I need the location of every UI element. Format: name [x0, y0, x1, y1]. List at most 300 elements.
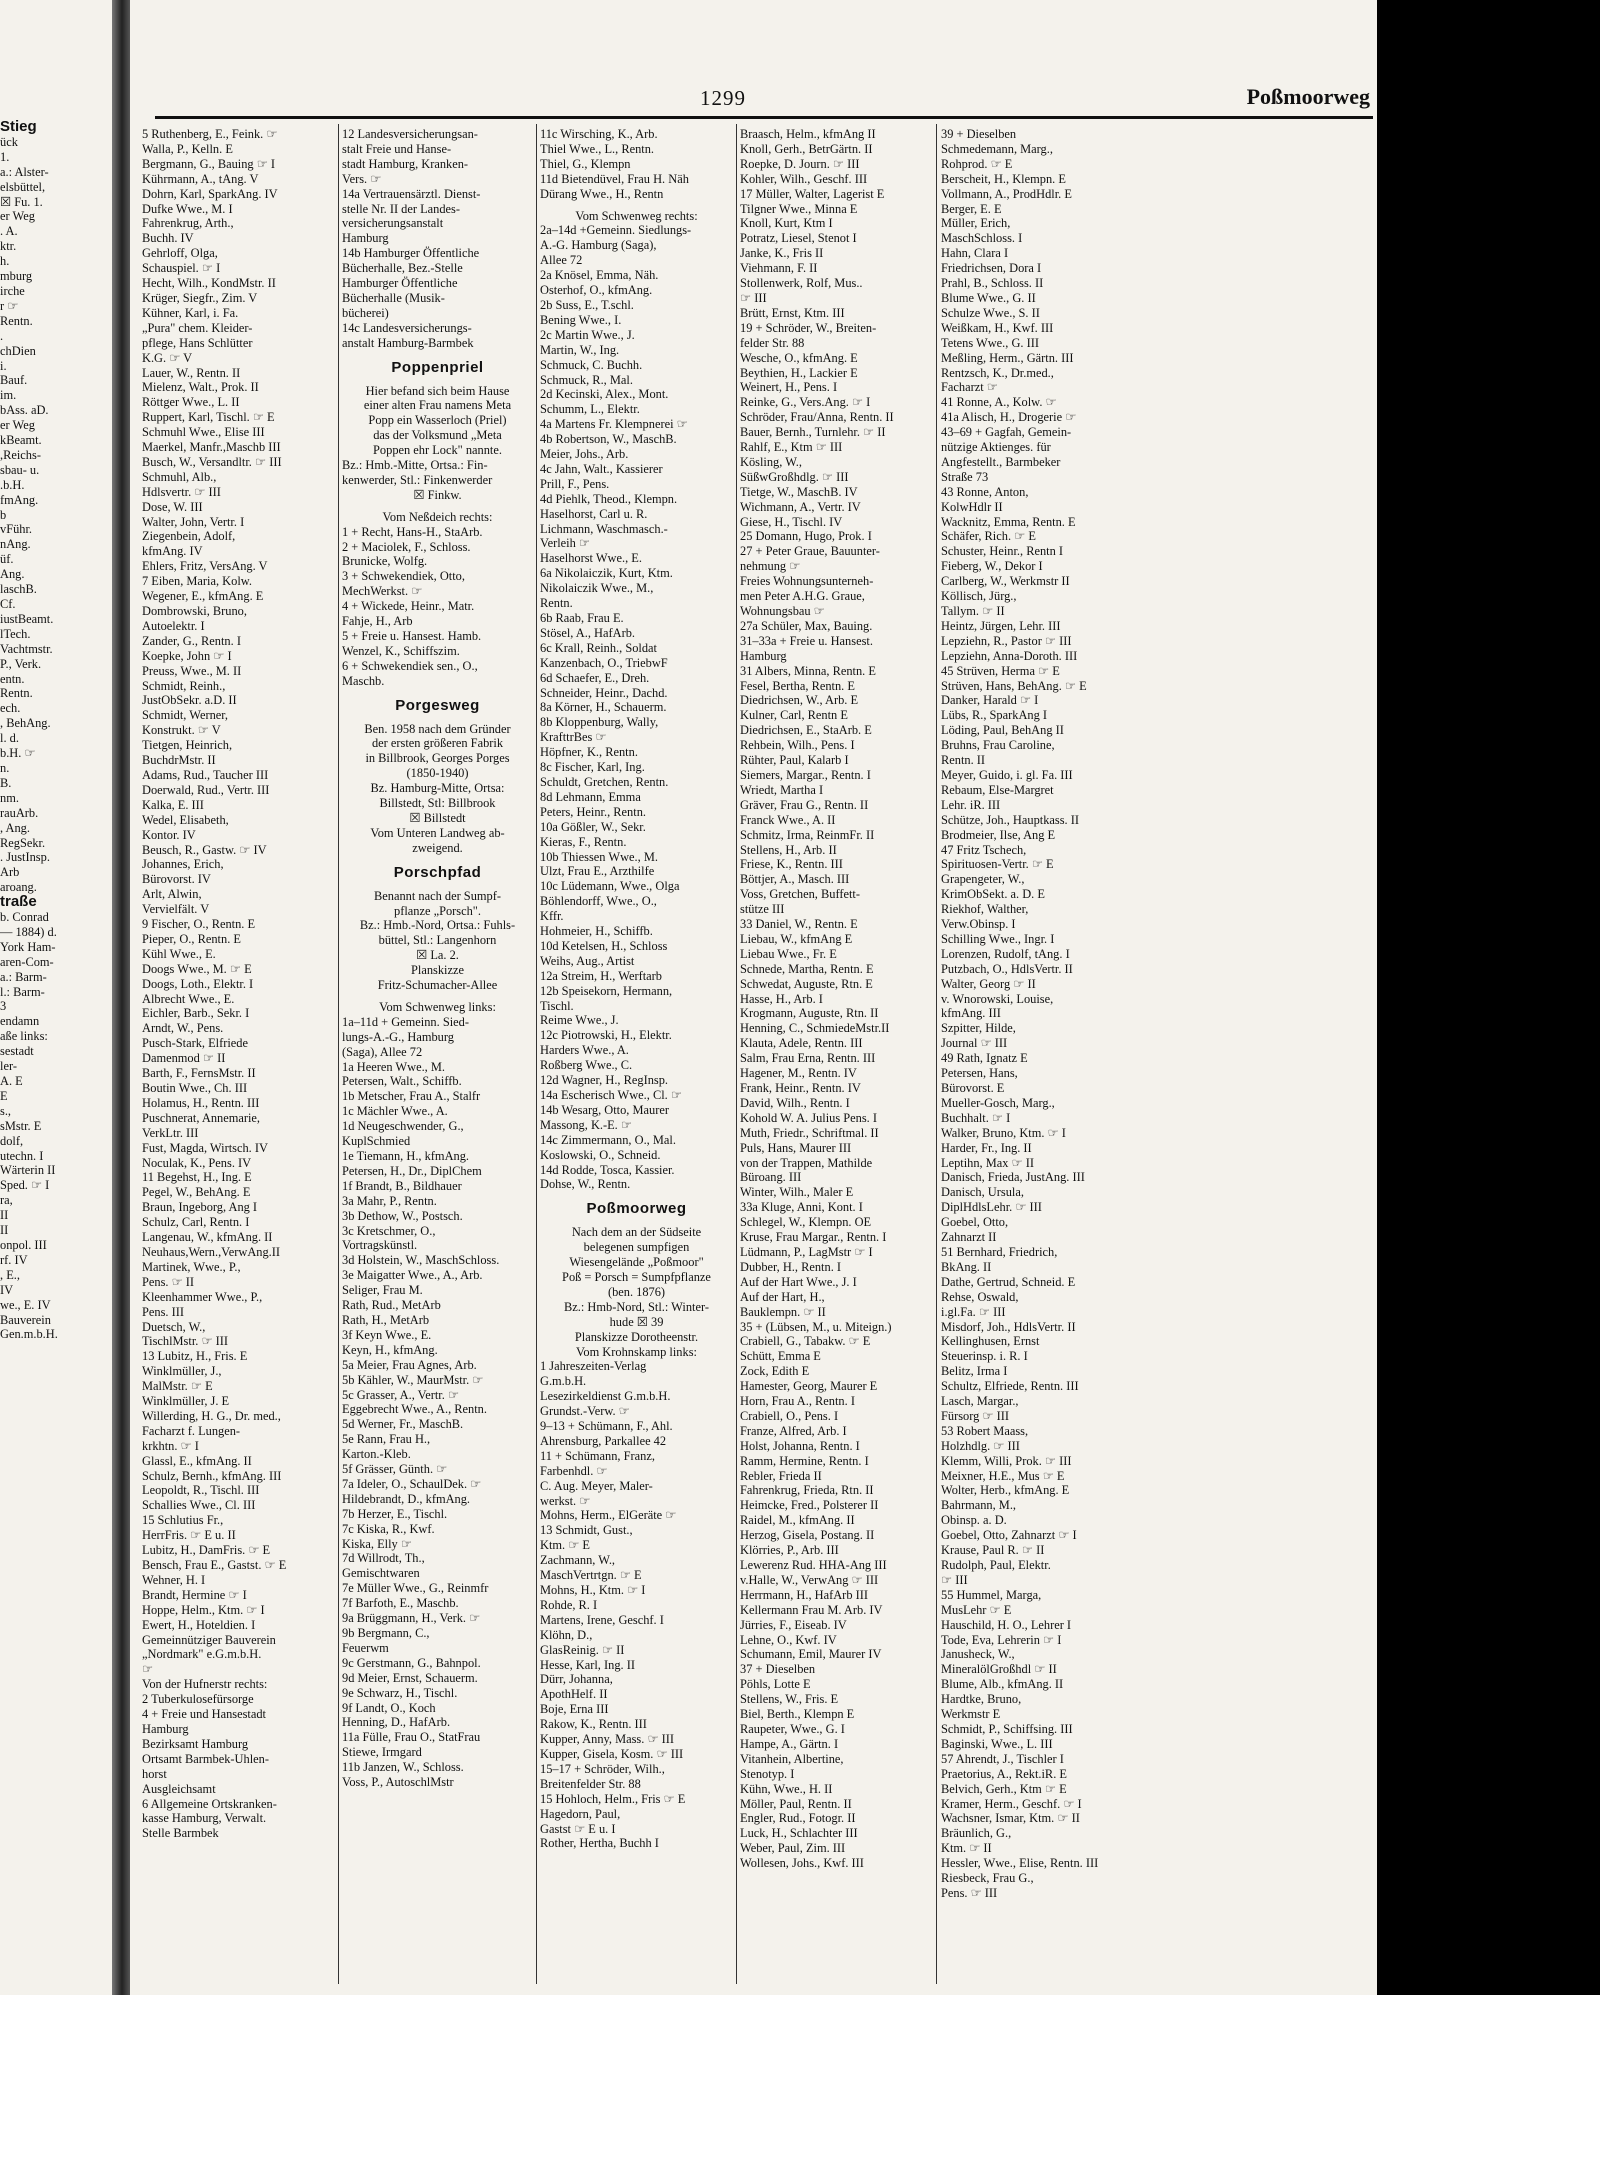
entry-line: 7e Müller Wwe., G., Reinmfr: [342, 1581, 489, 1596]
street-note: Hier befand sich beim Hause: [365, 383, 510, 398]
entry-line: Henning, D., HafArb.: [342, 1715, 451, 1730]
entry-line: Pens. III: [142, 1304, 184, 1319]
entry-line: kfmAng. IV: [142, 544, 203, 559]
entry-line: ech.: [0, 701, 21, 716]
entry-line: Thiel, G., Klempn: [540, 156, 631, 171]
entry-line: VerkLtr. III: [142, 1125, 199, 1140]
entry-line: 1e Tiemann, H., kfmAng.: [342, 1149, 470, 1163]
street-note: Poppen ehr Lock" nannte.: [373, 443, 502, 458]
entry-line: Schmidt, Reinh.,: [142, 678, 226, 693]
entry-line: Krüger, Siegfr., Zim. V: [142, 290, 258, 305]
entry-line: Goebel, Otto, Zahnarzt ☞ I: [941, 1528, 1077, 1543]
entry-line: Pieper, O., Rentn. E: [142, 931, 241, 946]
entry-line: Obinsp. a. D.: [941, 1513, 1007, 1528]
entry-line: Knoll, Kurt, Ktm I: [740, 216, 833, 231]
entry-line: KolwHdlr II: [941, 499, 1003, 514]
entry-line: Wedel, Elisabeth,: [142, 812, 229, 827]
entry-line: 5 Ruthenberg, E., Feink. ☞: [142, 127, 278, 141]
entry-line: elsbüttel,: [0, 179, 46, 194]
entry-line: BuchdrMstr. II: [142, 753, 216, 768]
entry-line: Pens. ☞ II: [142, 1274, 195, 1289]
entry-line: 53 Robert Maass,: [941, 1423, 1029, 1438]
entry-line: Müller, Erich,: [941, 216, 1011, 231]
entry-line: Petersen, Walt., Schiffb.: [342, 1074, 462, 1089]
entry-line: Busch, W., Versandltr. ☞ III: [142, 454, 282, 469]
entry-line: ra,: [0, 1193, 13, 1208]
entry-line: Hardtke, Bruno,: [941, 1692, 1022, 1707]
entry-line: 2b Suss, E., T.schl.: [540, 297, 634, 312]
entry-line: ler-: [0, 1059, 17, 1074]
entry-line: stadt Hamburg, Kranken-: [342, 156, 469, 171]
entry-line: Allee 72: [540, 253, 583, 268]
entry-line: Voss, P., AutoschlMstr: [342, 1775, 454, 1790]
entry-line: Schmedemann, Marg.,: [941, 141, 1053, 156]
entry-line: GlasReinig. ☞ II: [540, 1642, 625, 1657]
entry-line: Meier, Johs., Arb.: [540, 447, 629, 462]
entry-line: Friese, K., Rentn. III: [740, 857, 843, 872]
entry-line: Wacknitz, Emma, Rentn. E: [941, 514, 1076, 529]
entry-line: im.: [0, 388, 17, 403]
entry-line: Farbenhdl. ☞: [540, 1463, 608, 1478]
entry-line: Hampe, A., Gärtn. I: [740, 1736, 839, 1751]
street-note: hude ☒ 39: [609, 1314, 664, 1329]
entry-line: 12b Speisekorn, Hermann,: [540, 983, 673, 998]
entry-line: 9d Meier, Ernst, Schauerm.: [342, 1670, 478, 1685]
entry-line: Karton.-Kleb.: [342, 1447, 411, 1462]
entry-line: Berger, E. E: [941, 201, 1002, 216]
entry-line: Mohns, H., Ktm. ☞ I: [540, 1583, 646, 1597]
entry-line: Bürovorst. E: [941, 1081, 1005, 1095]
entry-line: ☒ Fu. 1.: [0, 194, 43, 209]
entry-line: Frank, Heinr., Rentn. IV: [740, 1081, 861, 1095]
entry-line: Lesezirkeldienst G.m.b.H.: [540, 1389, 671, 1404]
entry-line: Beusch, R., Gastw. ☞ IV: [142, 842, 267, 857]
entry-line: Duetsch, W.,: [142, 1319, 206, 1334]
street-note: Vom Unteren Landweg ab-: [370, 825, 505, 840]
entry-line: Wachsner, Ismar, Ktm. ☞ II: [941, 1811, 1080, 1826]
entry-line: Schlegel, W., Klempn. OE: [740, 1215, 872, 1230]
entry-line: 8b Kloppenburg, Wally,: [540, 715, 659, 730]
entry-line: Walker, Bruno, Ktm. ☞ I: [941, 1125, 1066, 1140]
entry-line: Stösel, A., HafArb.: [540, 625, 635, 640]
entry-line: 47 Fritz Tschech,: [941, 842, 1027, 857]
entry-line: Wenzel, K., Schiffszim.: [342, 643, 460, 658]
entry-line: Dubber, H., Rentn. I: [740, 1259, 842, 1274]
entry-line: iustBeamt.: [0, 611, 54, 626]
entry-line: Koslowski, O., Schneid.: [540, 1147, 661, 1162]
entry-line: Lewerenz Rud. HHA-Ang III: [740, 1558, 887, 1572]
entry-line: Grapengeter, W.,: [941, 872, 1025, 887]
street-note: Bz. Hamburg-Mitte, Ortsa:: [370, 781, 505, 796]
entry-line: bücherei): [342, 305, 389, 320]
page-header: [160, 86, 1370, 116]
entry-line: Kellermann Frau M. Arb. IV: [740, 1602, 883, 1617]
entry-line: Herzog, Gisela, Postang. II: [740, 1528, 875, 1543]
entry-line: .b.H.: [0, 477, 25, 492]
entry-line: Bergmann, G., Bauing ☞ I: [142, 156, 276, 171]
entry-line: 11 Begehst, H., Ing. E: [142, 1170, 252, 1185]
entry-line: 15 Schlutius Fr.,: [142, 1513, 224, 1528]
entry-line: 6b Raab, Frau E.: [540, 611, 624, 625]
entry-line: A.-G. Hamburg (Saga),: [540, 238, 657, 253]
entry-line: s.,: [0, 1103, 12, 1118]
entry-line: Winklmüller, J. E: [142, 1394, 230, 1409]
entry-line: Tietge, W., MaschB. IV: [740, 484, 858, 499]
entry-line: i.gl.Fa. ☞ III: [941, 1304, 1006, 1319]
entry-line: David, Wilh., Rentn. I: [740, 1095, 850, 1110]
entry-line: Janusheck, W.,: [941, 1647, 1015, 1662]
scan-border-right: [1377, 0, 1600, 1995]
street-note: Bz.: Hmb.-Nord, Ortsa.: Fuhls-: [359, 918, 516, 933]
street-note: ☒ Billstedt: [409, 810, 466, 825]
entry-line: nAng.: [0, 537, 31, 552]
entry-line: Arlt, Alwin,: [142, 887, 202, 902]
entry-line: Journal ☞ III: [941, 1036, 1008, 1051]
entry-line: Kupper, Gisela, Kosm. ☞ III: [540, 1746, 684, 1761]
entry-line: Bauverein: [0, 1312, 51, 1327]
entry-line: Wriedt, Martha I: [740, 782, 824, 797]
street-note: Popp ein Wasserloch (Priel): [368, 413, 507, 428]
entry-line: 4 + Wickede, Heinr., Matr.: [342, 599, 475, 614]
street-heading: traße: [0, 895, 37, 911]
entry-line: Ktm. ☞ E: [540, 1538, 590, 1553]
entry-line: Bauer, Bernh., Turnlehr. ☞ II: [740, 425, 886, 440]
entry-line: 14d Rodde, Tosca, Kassier.: [540, 1162, 675, 1177]
spacer: [342, 993, 533, 1000]
entry-line: Schuldt, Gretchen, Rentn.: [540, 774, 669, 789]
entry-line: Auf der Hart Wwe., J. I: [740, 1274, 857, 1289]
entry-line: Schulz, Bernh., kfmAng. III: [142, 1468, 282, 1483]
entry-line: 55 Hummel, Marga,: [941, 1587, 1042, 1602]
entry-line: 51 Bernhard, Friedrich,: [941, 1244, 1058, 1259]
street-note: Vom Krohnskamp links:: [576, 1344, 697, 1359]
entry-line: Wichmann, A., Vertr. IV: [740, 499, 861, 514]
entry-line: Winter, Wilh., Maler E: [740, 1185, 854, 1200]
entry-line: Wehner, H. I: [142, 1572, 206, 1587]
directory-column-2: [342, 127, 533, 1790]
entry-line: Hildebrandt, D., kfmAng.: [342, 1491, 471, 1506]
column-divider: [338, 124, 339, 1984]
entry-line: Danker, Harald ☞ I: [941, 693, 1039, 708]
entry-line: Fust, Magda, Wirtsch. IV: [142, 1140, 268, 1155]
entry-line: Ulzt, Frau E., Arzthilfe: [540, 864, 655, 879]
street-note: Ben. 1958 nach dem Gründer: [364, 721, 511, 736]
entry-line: Kupper, Anny, Mass. ☞ III: [540, 1732, 675, 1747]
entry-line: Boje, Erna III: [540, 1702, 609, 1717]
entry-line: 1b Metscher, Frau A., Stalfr: [342, 1089, 481, 1104]
entry-line: 3f Keyn Wwe., E.: [342, 1327, 432, 1342]
entry-line: 57 Ahrendt, J., Tischler I: [941, 1751, 1064, 1766]
entry-line: Hamburg: [740, 648, 787, 663]
entry-line: Willerding, H. G., Dr. med.,: [142, 1408, 281, 1423]
entry-line: Gastst ☞ E u. I: [540, 1821, 616, 1836]
entry-line: 4b Robertson, W., MaschB.: [540, 432, 677, 447]
entry-line: 39 + Dieselben: [941, 127, 1017, 141]
entry-line: IV: [0, 1282, 14, 1297]
entry-line: Preuss, Wwe., M. II: [142, 663, 242, 678]
entry-line: Schultz, Elfriede, Rentn. III: [941, 1379, 1079, 1394]
entry-line: Lepziehn, R., Pastor ☞ III: [941, 633, 1072, 648]
entry-line: Dose, W. III: [142, 499, 203, 514]
entry-line: Haselhorst, Carl u. R.: [540, 506, 648, 521]
running-head-street: Poßmoorweg: [1246, 84, 1370, 109]
entry-line: Raidel, M., kfmAng. II: [740, 1513, 855, 1528]
entry-line: 7f Barfoth, E., Maschb.: [342, 1596, 459, 1611]
street-note: belegenen sumpfigen: [583, 1240, 690, 1255]
entry-line: 27a Schüler, Max, Bauing.: [740, 618, 873, 633]
entry-line: JustObSekr. a.D. II: [142, 693, 237, 708]
entry-line: Braun, Ingeborg, Ang I: [142, 1200, 258, 1215]
entry-line: Höpfner, K., Rentn.: [540, 745, 638, 760]
entry-line: mburg: [0, 269, 33, 284]
entry-line: , E.,: [0, 1267, 20, 1282]
entry-line: 15–17 + Schröder, Wilh.,: [540, 1761, 665, 1776]
entry-line: 1a Heeren Wwe., M.: [342, 1059, 445, 1074]
entry-line: 13 Lubitz, H., Fris. E: [142, 1349, 248, 1364]
entry-line: Lubitz, H., DamFris. ☞ E: [142, 1543, 271, 1558]
entry-line: Buchh. IV: [142, 231, 194, 246]
entry-line: P., Verk.: [0, 656, 42, 671]
entry-line: 13 Schmidt, Gust.,: [540, 1523, 633, 1538]
entry-line: Ruppert, Karl, Tischl. ☞ E: [142, 410, 275, 425]
entry-line: Möller, Paul, Rentn. II: [740, 1796, 852, 1811]
entry-line: MineralölGroßhdl ☞ II: [941, 1662, 1057, 1677]
entry-line: Giese, H., Tischl. IV: [740, 514, 843, 529]
entry-line: 3 + Schwekendiek, Otto,: [342, 569, 465, 584]
entry-line: Lasch, Margar.,: [941, 1394, 1019, 1409]
entry-line: „Pura" chem. Kleider-: [142, 320, 253, 335]
entry-line: Crabiell, G., Tabakw. ☞ E: [740, 1334, 871, 1349]
entry-line: 4c Jahn, Walt., Kassierer: [540, 461, 663, 476]
street-note: zweigend.: [412, 840, 463, 855]
entry-line: Bücherhalle (Musik-: [342, 290, 445, 305]
entry-line: 3e Maigatter Wwe., A., Arb.: [342, 1268, 483, 1283]
entry-line: Dürr, Johanna,: [540, 1672, 613, 1687]
entry-line: Bräunlich, G.,: [941, 1826, 1012, 1841]
entry-line: Martin, W., Ing.: [540, 342, 620, 357]
entry-line: 2a–14d +Gemeinn. Siedlungs-: [540, 223, 692, 238]
entry-line: Pens. ☞ III: [941, 1885, 998, 1900]
entry-line: i.: [0, 358, 7, 373]
entry-line: Dohse, W., Rentn.: [540, 1177, 631, 1192]
entry-line: a.: Alster-: [0, 164, 49, 179]
street-note: in Billbrook, Georges Porges: [365, 751, 510, 766]
entry-line: Hasse, H., Arb. I: [740, 991, 823, 1006]
entry-line: Misdorf, Joh., HdlsVertr. II: [941, 1319, 1076, 1334]
entry-line: Schwedat, Auguste, Rtn. E: [740, 976, 873, 991]
entry-line: dolf,: [0, 1133, 24, 1148]
entry-line: Diedrichsen, W., Arb. E: [740, 693, 859, 708]
entry-line: Brandt, Hermine ☞ I: [142, 1587, 247, 1602]
entry-line: Johannes, Erich,: [142, 857, 224, 872]
entry-line: 14b Wesarg, Otto, Maurer: [540, 1102, 669, 1117]
entry-line: MusLehr ☞ E: [941, 1602, 1012, 1617]
entry-line: Puschnerat, Annemarie,: [142, 1110, 261, 1125]
entry-line: Kiska, Elly ☞: [342, 1536, 412, 1551]
entry-line: 3a Mahr, P., Rentn.: [342, 1193, 437, 1208]
entry-line: Doerwald, Rud., Vertr. III: [142, 782, 270, 797]
street-note: (1850-1940): [406, 766, 469, 781]
entry-line: Schauspiel. ☞ I: [142, 261, 221, 276]
entry-line: Rahlf, E., Ktm ☞ III: [740, 440, 843, 455]
entry-line: vFühr.: [0, 522, 33, 537]
entry-line: Gehrloff, Olga,: [142, 246, 218, 261]
entry-line: Holamus, H., Rentn. III: [142, 1095, 260, 1110]
entry-line: Wärterin II: [0, 1163, 56, 1178]
entry-line: Kontor. IV: [142, 827, 196, 842]
street-heading: Poßmoorweg: [586, 1202, 687, 1218]
entry-line: Kleenhammer Wwe., P.,: [142, 1289, 263, 1304]
entry-line: Rath, H., MetArb: [342, 1312, 430, 1327]
entry-line: 5 + Freie u. Hansest. Hamb.: [342, 629, 482, 643]
entry-line: Auf der Hart, H.,: [740, 1289, 825, 1304]
entry-line: Franck Wwe., A. II: [740, 812, 836, 827]
entry-line: Blume, Alb., kfmAng. II: [941, 1677, 1064, 1692]
entry-line: Spirituosen-Vertr. ☞ E: [941, 857, 1054, 872]
entry-line: Tischl.: [540, 998, 574, 1013]
entry-line: Fahje, H., Arb: [342, 614, 413, 629]
entry-line: Henning, C., SchmiedeMstr.II: [740, 1021, 890, 1036]
entry-line: Gräver, Frau G., Rentn. II: [740, 797, 869, 812]
entry-line: Fahrenkrug, Frieda, Rtn. II: [740, 1483, 874, 1498]
entry-line: 11b Janzen, W., Schloss.: [342, 1760, 464, 1775]
entry-line: 1f Brandt, B., Bildhauer: [342, 1178, 462, 1193]
entry-line: v.Halle, W., VerwAng ☞ III: [740, 1572, 879, 1587]
entry-line: Lauer, W., Rentn. II: [142, 365, 241, 380]
entry-line: Rohde, R. I: [540, 1597, 598, 1612]
entry-line: Eggebrecht Wwe., A., Rentn.: [342, 1402, 487, 1417]
entry-line: lTech.: [0, 626, 31, 641]
entry-line: 33 Daniel, W., Rentn. E: [740, 917, 858, 932]
entry-line: 6 + Schwekendiek sen., O.,: [342, 658, 478, 673]
entry-line: Walter, Georg ☞ II: [941, 976, 1036, 991]
entry-line: Rath, Rud., MetArb: [342, 1298, 441, 1313]
entry-line: Riesbeck, Frau G.,: [941, 1871, 1034, 1886]
entry-line: 41 Ronne, A., Kolw. ☞: [941, 395, 1057, 410]
entry-line: 25 Domann, Hugo, Prok. I: [740, 529, 872, 544]
entry-line: Ktm. ☞ II: [941, 1841, 992, 1856]
column-divider: [736, 124, 737, 1984]
entry-line: Tilgner Wwe., Minna E: [740, 201, 858, 216]
entry-line: Strüven, Hans, BehAng. ☞ E: [941, 678, 1087, 693]
entry-line: 10c Lüdemann, Wwe., Olga: [540, 879, 680, 894]
entry-line: 5e Rann, Frau H.,: [342, 1432, 431, 1447]
entry-line: K.G. ☞ V: [142, 350, 193, 365]
entry-line: Leptihn, Max ☞ II: [941, 1155, 1035, 1170]
entry-line: 27 + Peter Graue, Bauunter-: [740, 544, 880, 559]
entry-line: endamn: [0, 1014, 40, 1029]
street-note: das der Volksmund „Meta: [373, 428, 502, 443]
entry-line: 5c Grasser, A., Vertr. ☞: [342, 1387, 460, 1402]
entry-line: kfmAng. III: [941, 1006, 1001, 1021]
entry-line: Klörries, P., Arb. III: [740, 1543, 839, 1558]
entry-line: York Ham-: [0, 939, 56, 954]
entry-line: Knoll, Gerh., BetrGärtn. II: [740, 141, 873, 156]
entry-line: Klauta, Adele, Rentn. III: [740, 1036, 863, 1051]
entry-line: ktr.: [0, 239, 17, 254]
entry-line: , Ang.: [0, 820, 30, 835]
entry-line: Brütt, Ernst, Ktm. III: [740, 305, 845, 320]
entry-line: Muth, Friedr., Schriftmal. II: [740, 1125, 879, 1140]
entry-line: Franze, Alfred, Arb. I: [740, 1423, 847, 1438]
entry-line: Herrmann, H., HafArb III: [740, 1587, 868, 1602]
entry-line: Schmuck, C. Buchh.: [540, 357, 643, 372]
entry-line: 9b Bergmann, C.,: [342, 1626, 430, 1640]
entry-line: Schneider, Heinr., Dachd.: [540, 685, 668, 700]
entry-line: Salm, Frau Erna, Rentn. III: [740, 1051, 876, 1066]
entry-line: 1.: [0, 149, 10, 164]
entry-line: Zahnarzt II: [941, 1230, 997, 1245]
entry-line: 14c Landesversicherungs-: [342, 320, 472, 335]
entry-line: Dombrowski, Bruno,: [142, 604, 247, 618]
street-note: Planskizze Dorotheenstr.: [574, 1329, 699, 1344]
entry-line: Mueller-Gosch, Marg.,: [941, 1095, 1055, 1110]
entry-line: Fürsorg ☞ III: [941, 1408, 1010, 1423]
entry-line: Schallies Wwe., Cl. III: [142, 1498, 256, 1513]
entry-line: Bahrmann, M.,: [941, 1498, 1017, 1513]
entry-line: Schütt, Emma E: [740, 1349, 821, 1364]
entry-line: Autoelektr. I: [142, 618, 205, 633]
entry-line: Hagedorn, Paul,: [540, 1806, 621, 1821]
entry-line: Kanzenbach, O., TriebwF: [540, 655, 668, 670]
entry-line: entn.: [0, 671, 25, 686]
entry-line: BkAng. II: [941, 1259, 992, 1274]
spacer: [540, 202, 733, 209]
entry-line: fmAng.: [0, 492, 39, 507]
entry-line: Crabiell, O., Pens. I: [740, 1408, 839, 1423]
street-heading: Stieg: [0, 120, 37, 135]
entry-line: Ortsamt Barmbek-Uhlen-: [142, 1751, 269, 1766]
entry-line: Voss, Gretchen, Buffett-: [740, 887, 860, 902]
entry-line: 10b Thiessen Wwe., M.: [540, 849, 658, 864]
entry-line: anstalt Hamburg-Barmbek: [342, 335, 474, 350]
entry-line: Brodmeier, Ilse, Ang E: [941, 827, 1056, 842]
entry-line: Prill, F., Pens.: [540, 476, 610, 491]
entry-line: . A.: [0, 224, 18, 239]
entry-line: Hamburger Öffentliche: [342, 276, 458, 291]
previous-page-edge: [0, 120, 110, 1342]
entry-line: krkhtn. ☞ I: [142, 1438, 199, 1453]
entry-line: Schmidt, P., Schiffsing. III: [941, 1721, 1073, 1736]
entry-line: Roßberg Wwe., C.: [540, 1058, 633, 1073]
entry-line: Hamburg: [342, 231, 389, 246]
entry-line: Rentn.: [0, 313, 33, 328]
entry-line: nützige Aktienges. für: [941, 440, 1051, 455]
entry-line: Danisch, Ursula,: [941, 1185, 1024, 1200]
entry-line: Bensch, Frau E., Gastst. ☞ E: [142, 1558, 287, 1572]
entry-line: Kulner, Carl, Rentn E: [740, 708, 848, 723]
street-note: Vom Schwenweg rechts:: [575, 208, 698, 223]
entry-line: Janke, K., Fris II: [740, 246, 824, 261]
entry-line: Heimcke, Fred., Polsterer II: [740, 1498, 879, 1513]
entry-line: 45 Strüven, Herma ☞ E: [941, 663, 1060, 678]
entry-line: Hessler, Wwe., Elise, Rentn. III: [941, 1856, 1099, 1871]
entry-line: Ausgleichsamt: [142, 1781, 216, 1796]
entry-line: Wolter, Herb., kfmAng. E: [941, 1483, 1070, 1498]
entry-line: 12a Streim, H., Werftarb: [540, 968, 662, 983]
entry-line: werkst. ☞: [540, 1493, 591, 1508]
entry-line: Liebau Wwe., Fr. E: [740, 946, 837, 961]
entry-line: Lübs, R., SparkAng I: [941, 708, 1048, 723]
entry-line: kasse Hamburg, Verwalt.: [142, 1811, 267, 1826]
entry-line: stelle Nr. II der Landes-: [342, 201, 461, 216]
entry-line: Böttjer, A., Masch. III: [740, 872, 850, 887]
entry-line: Haselhorst Wwe., E.: [540, 551, 642, 566]
entry-line: Rohprod. ☞ E: [941, 156, 1013, 171]
entry-line: HerrFris. ☞ E u. II: [142, 1528, 236, 1543]
entry-line: Rühter, Paul, Kalarb I: [740, 753, 849, 768]
entry-line: 7a Ideler, O., SchaulDek. ☞: [342, 1476, 482, 1491]
